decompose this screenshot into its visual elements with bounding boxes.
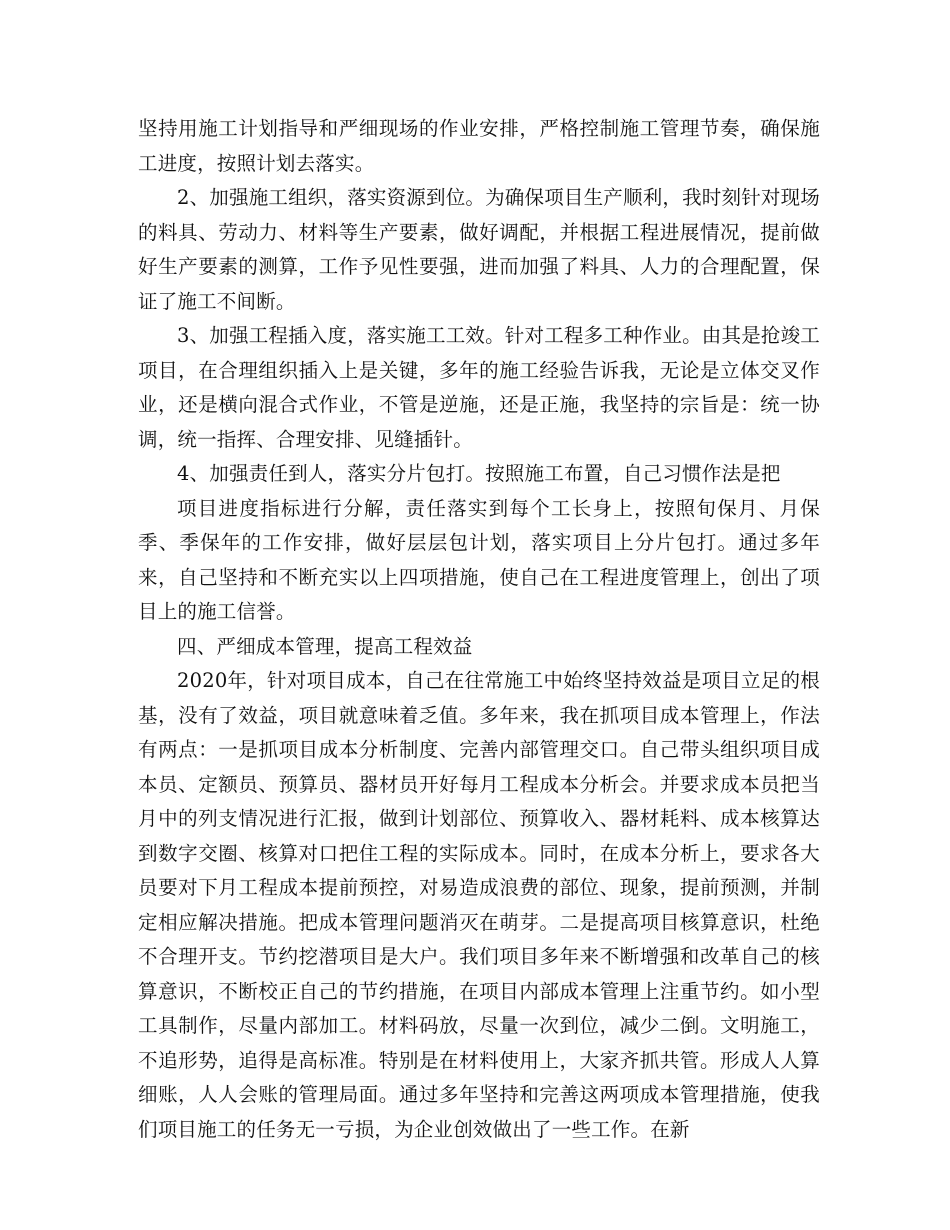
paragraph-cost-management: 2020年，针对项目成本，自己在往常施工中始终坚持效益是项目立足的根基，没有了效益，项目就意味着乏值。多年来，我在抓项目成本管理上，作法有两点：一是抓项目成本分析制度、完善内部管理交口。自己带头组织项目成本员、定额员、预算员、器材员开好每月工程成本分析会。并要求成本员把当月中的列支情况进行汇报，做到计划部位、预算收入、器材耗料、成本核算达到数字交圈、核算对口把住工程的实际成本。同时，在成本分析上，要求各大员要对下月工程成本提前预控，对易造成浪费的部位、现象，提前预测，并制定相应解决措施。把成本管理问题消灭在萌芽。二是提高项目核算意识，杜绝不合理开支。节约挖潜项目是大户。我们项目多年来不断增强和改革自己的核算意识，不断校正自己的节约措施，在项目内部成本管理上注重节约。如小型工具制作，尽量内部加工。材料码放，尽量一次到位，减少二倒。文明施工，不追形势，追得是高标准。特别是在材料使用上，大家齐抓共管。形成人人算细账，人人会账的管理局面。通过多年坚持和完善这两项成本管理措施，使我们项目施工的任务无一亏损，为企业创效做出了一些工作。在新 [138, 669, 820, 1141]
paragraph-item-2: 2、加强施工组织，落实资源到位。为确保项目生产顺利，我时刻针对现场的料具、劳动力、材料等生产要素，做好调配，并根据工程进展情况，提前做好生产要素的测算，工作予见性要强，进而加强了料具、人力的合理配置，保证了施工不间断。 [138, 186, 821, 313]
paragraph-item-3: 3、加强工程插入度，落实施工工效。针对工程多工种作业。由其是抢竣工项目，在合理组织插入上是关键，多年的施工经验告诉我，无论是立体交叉作业，还是横向混合式作业，不管是逆施，还是正施，我坚持的宗旨是：统一协调，统一指挥、合理安排、见缝插针。 [138, 324, 821, 451]
paragraph-continuation: 坚持用施工计划指导和严细现场的作业安排，严格控制施工管理节奏，确保施工进度，按照计划去落实。 [138, 117, 820, 175]
paragraph-item-4-detail: 项目进度指标进行分解，责任落实到每个工长身上，按照旬保月、月保季、季保年的工作安排，做好层层包计划，落实项目上分片包打。通过多年来，自己坚持和不断充实以上四项措施，使自己在工程进度管理上，创出了项目上的施工信誉。 [138, 496, 820, 623]
section-heading-cost-management: 四、严细成本管理，提高工程效益 [177, 634, 473, 658]
paragraph-item-4: 4、加强责任到人，落实分片包打。按照施工布置，自己习惯作法是把 [177, 462, 781, 485]
document-body [138, 112, 820, 1147]
